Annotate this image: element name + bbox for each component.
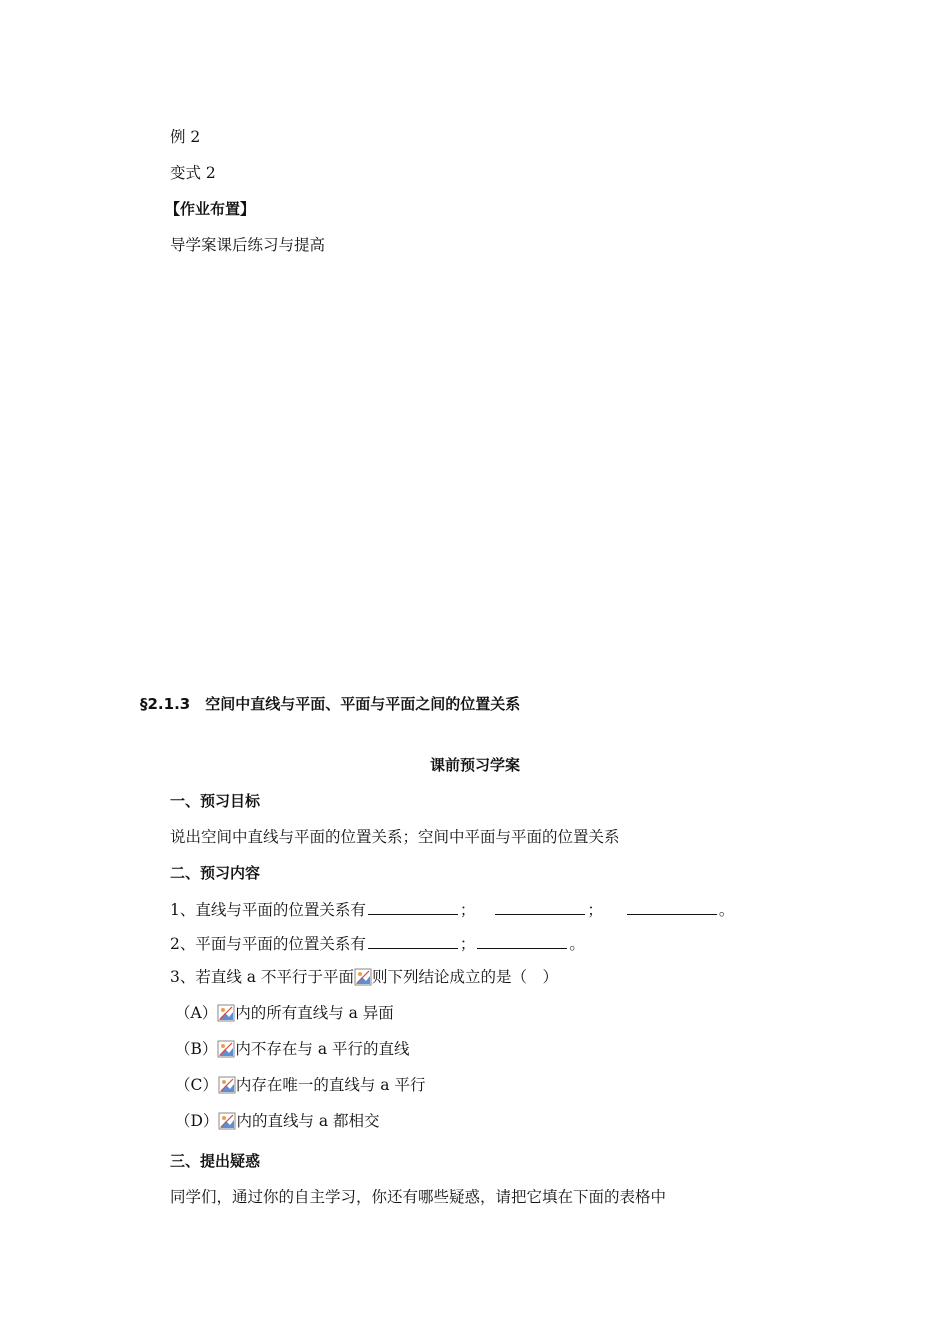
section-subtitle: 课前预习学案	[429, 756, 520, 774]
question-2-prefix: 2、平面与平面的位置关系有	[170, 935, 366, 953]
separator: ；	[587, 901, 603, 919]
question-2	[170, 934, 585, 954]
homework-text: 导学案课后练习与提高	[170, 236, 326, 254]
section-title: §2.1.3 空间中直线与平面、平面与平面之间的位置关系	[140, 695, 521, 713]
option-label: （B）	[175, 1040, 218, 1058]
question-3-suffix: 则下列结论成立的是（ ）	[371, 968, 558, 986]
option-text: 内的所有直线与 a 异面	[235, 1004, 394, 1022]
option-b	[175, 1039, 410, 1059]
option-a	[175, 1003, 394, 1023]
answer-blank	[368, 900, 458, 915]
option-c	[175, 1075, 425, 1095]
option-text: 内存在唯一的直线与 a 平行	[235, 1076, 426, 1094]
part2-heading: 二、预习内容	[170, 864, 261, 882]
option-text: 内不存在与 a 平行的直线	[235, 1040, 410, 1058]
option-label: （A）	[175, 1004, 218, 1022]
broken-image-icon	[218, 1112, 236, 1130]
broken-image-icon	[354, 968, 372, 986]
answer-blank	[477, 934, 567, 949]
broken-image-icon	[217, 1004, 235, 1022]
part3-text: 同学们，通过你的自主学习，你还有哪些疑惑，请把它填在下面的表格中	[170, 1188, 667, 1206]
end-mark: 。	[718, 901, 735, 919]
end-mark: 。	[569, 935, 585, 953]
example-label: 例 2	[170, 128, 201, 146]
part3-heading: 三、提出疑惑	[170, 1152, 261, 1170]
broken-image-icon	[218, 1076, 236, 1094]
separator: ；	[459, 901, 476, 919]
option-label: （D）	[175, 1112, 219, 1130]
part1-text: 说出空间中直线与平面的位置关系；空间中平面与平面的位置关系	[170, 828, 620, 846]
answer-blank	[627, 900, 717, 915]
answer-blank	[495, 900, 585, 915]
option-d	[175, 1111, 380, 1131]
answer-blank	[368, 934, 458, 949]
broken-image-icon	[217, 1040, 235, 1058]
part1-heading: 一、预习目标	[170, 792, 261, 810]
option-text: 内的直线与 a 都相交	[236, 1112, 380, 1130]
variant-label: 变式 2	[170, 164, 216, 182]
separator: ；	[459, 935, 476, 953]
option-label: （C）	[175, 1076, 218, 1094]
question-3	[170, 967, 558, 987]
question-3-prefix: 3、若直线 a 不平行于平面	[170, 968, 354, 986]
homework-heading: 【作业布置】	[165, 200, 256, 218]
question-1	[170, 900, 734, 920]
question-1-prefix: 1、直线与平面的位置关系有	[170, 901, 366, 919]
